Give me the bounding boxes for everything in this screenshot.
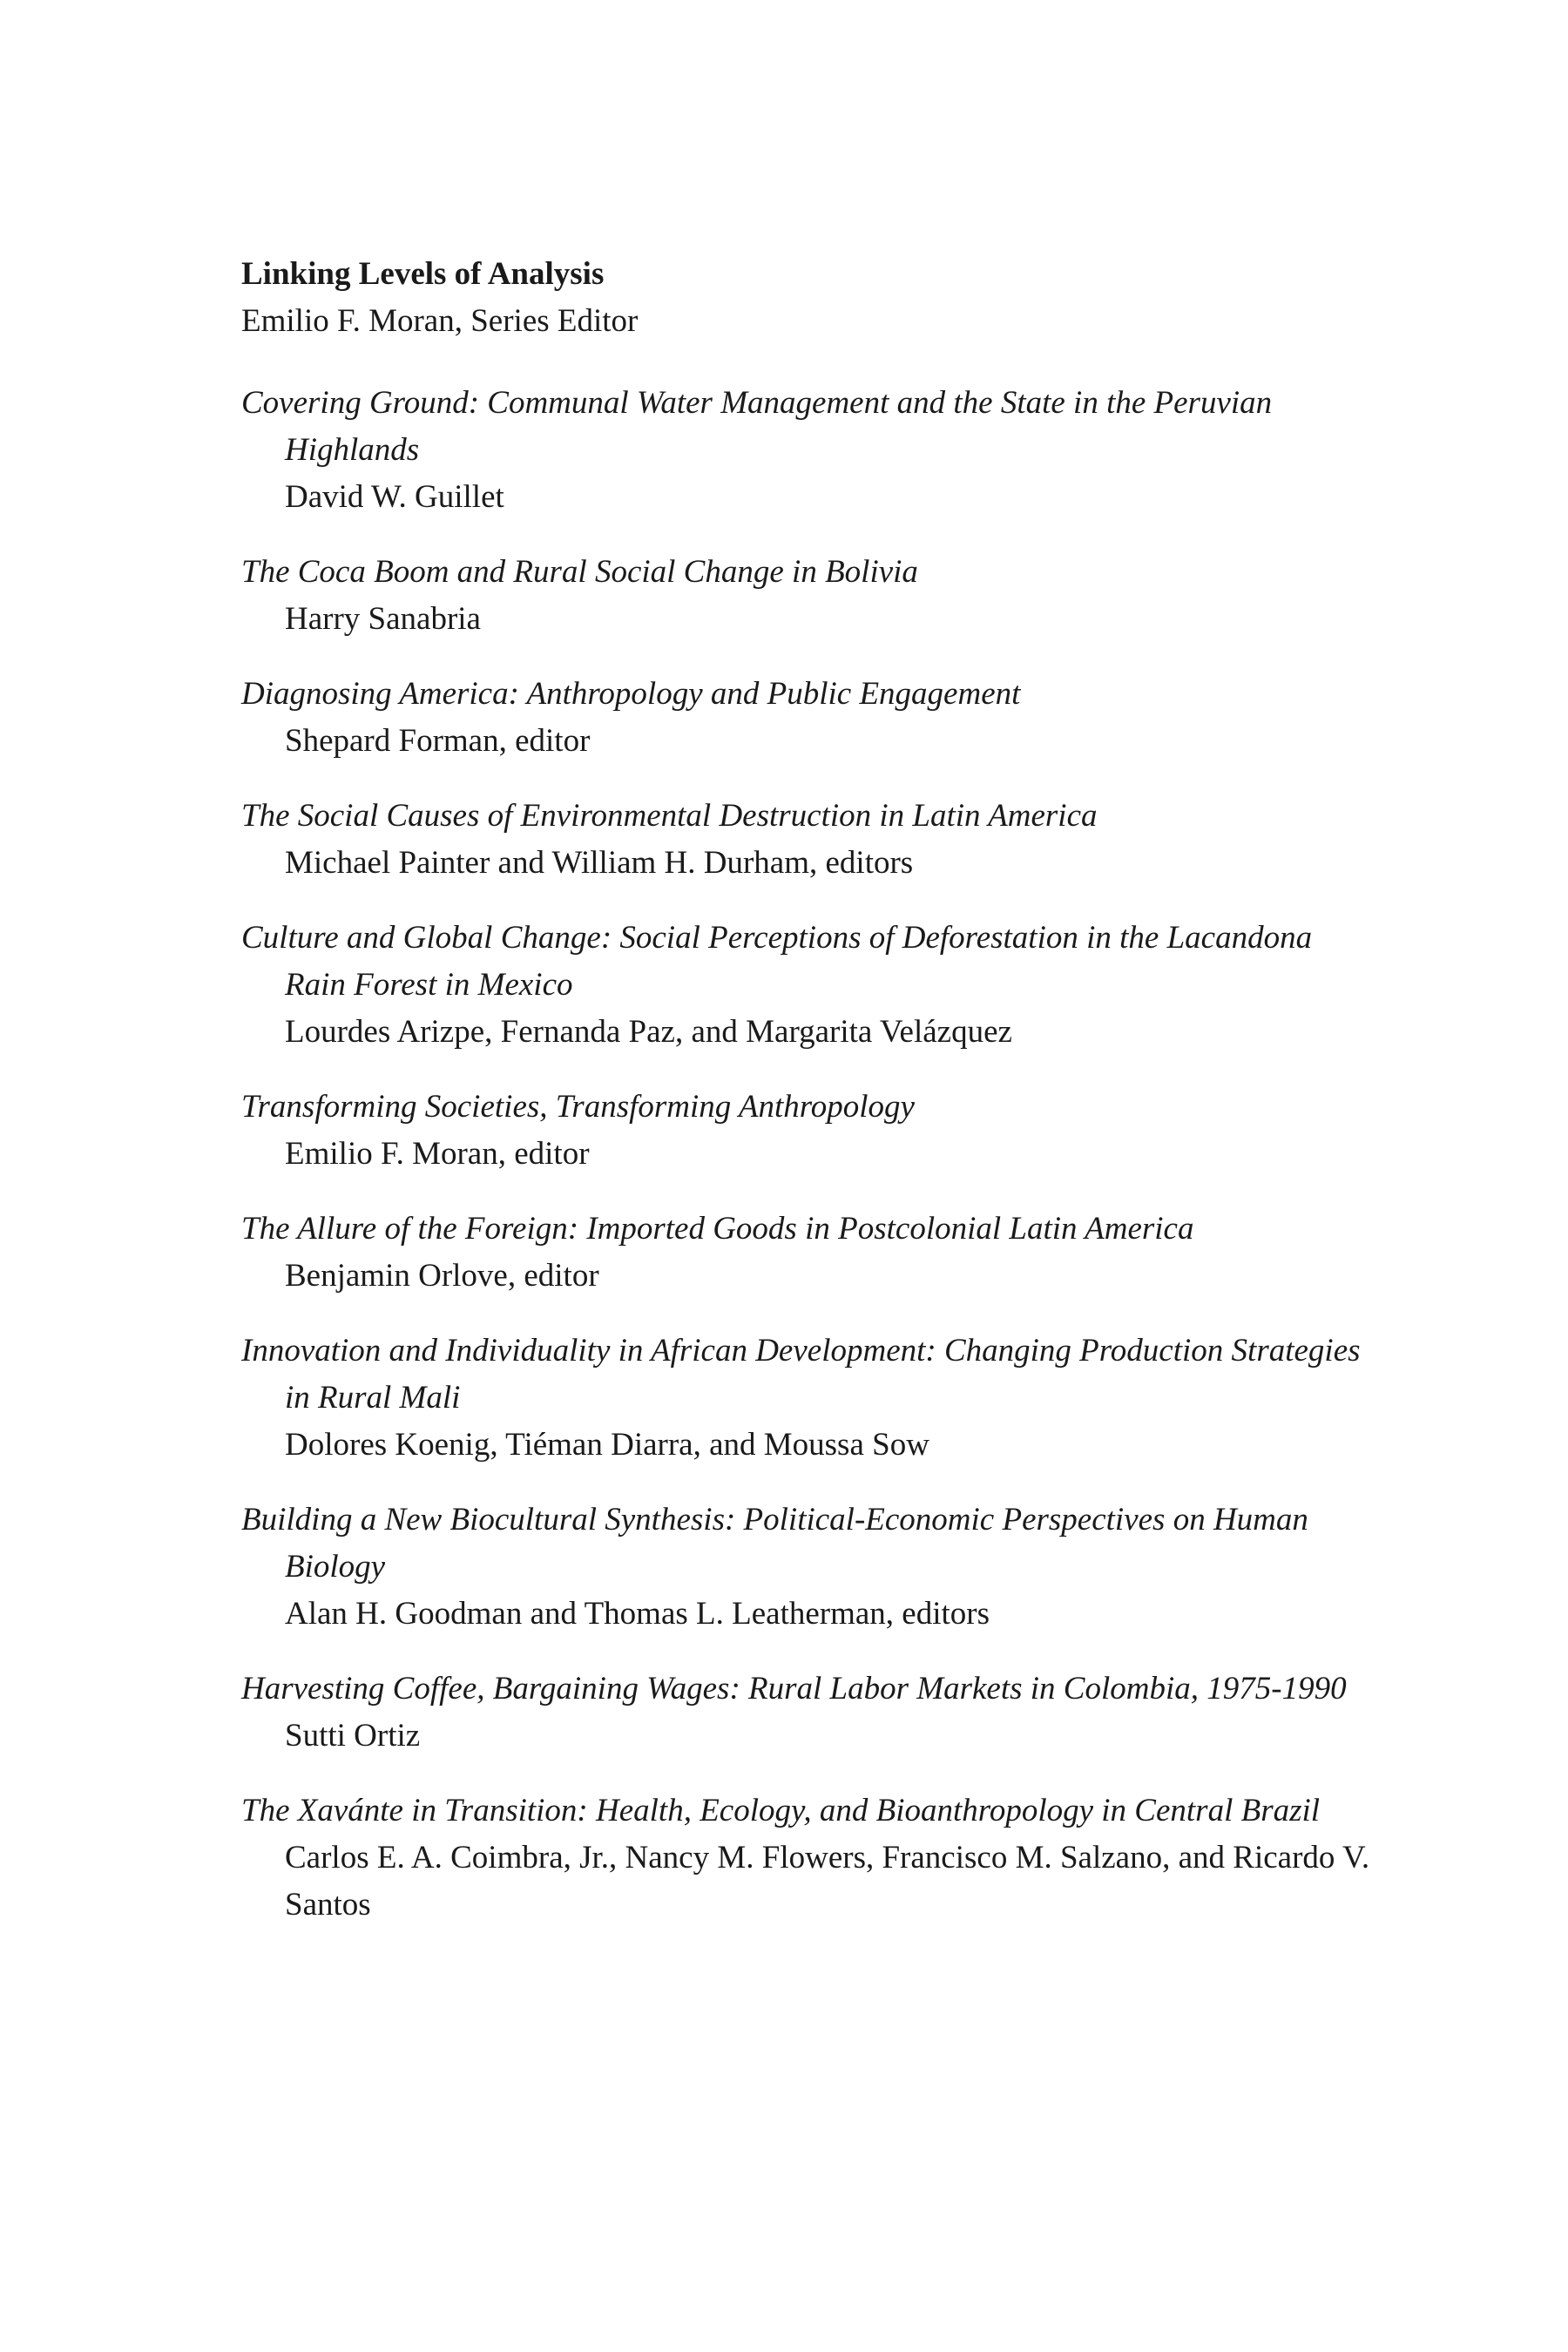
book-authors: Sutti Ortiz bbox=[285, 1718, 421, 1754]
book-title: The Allure of the Foreign: Imported Goods in Postcolonial Latin America bbox=[241, 1211, 1194, 1247]
list-item bbox=[241, 915, 1374, 1056]
list-item bbox=[241, 793, 1374, 887]
book-authors: Carlos E. A. Coimbra, Jr., Nancy M. Flowers, Francisco M. Salzano, and Ricardo V. Santos bbox=[285, 1840, 1370, 1923]
book-title: The Coca Boom and Rural Social Change in Bolivia bbox=[241, 554, 918, 590]
book-authors: Benjamin Orlove, editor bbox=[285, 1258, 599, 1294]
book-authors: Alan H. Goodman and Thomas L. Leatherman, editors bbox=[285, 1596, 990, 1632]
book-title: Diagnosing America: Anthropology and Public Engagement bbox=[241, 676, 1021, 712]
book-authors: Michael Painter and William H. Durham, editors bbox=[285, 845, 914, 881]
series-editor: Emilio F. Moran, Series Editor bbox=[241, 303, 639, 339]
book-title: The Xavánte in Transition: Health, Ecology, and Bioanthropology in Central Brazil bbox=[241, 1793, 1321, 1828]
list-item bbox=[241, 1206, 1374, 1300]
book-title: Covering Ground: Communal Water Management and the State in the Peruvian Highlands bbox=[241, 385, 1273, 468]
list-item bbox=[241, 1497, 1374, 1638]
book-authors: Dolores Koenig, Tiéman Diarra, and Moussa Sow bbox=[285, 1427, 929, 1463]
book-title: Harvesting Coffee, Bargaining Wages: Rural Labor Markets in Colombia, 1975-1990 bbox=[241, 1671, 1347, 1707]
book-authors: Lourdes Arizpe, Fernanda Paz, and Margarita Velázquez bbox=[285, 1014, 1012, 1050]
book-title: Transforming Societies, Transforming Anthropology bbox=[241, 1089, 915, 1125]
list-item bbox=[241, 1666, 1374, 1760]
series-title: Linking Levels of Analysis bbox=[241, 256, 605, 292]
book-authors: Shepard Forman, editor bbox=[285, 723, 591, 759]
book-authors: Emilio F. Moran, editor bbox=[285, 1136, 590, 1172]
book-title: The Social Causes of Environmental Destruction in Latin America bbox=[241, 798, 1098, 834]
list-item bbox=[241, 1328, 1374, 1469]
list-item bbox=[241, 1788, 1374, 1929]
book-list bbox=[241, 380, 1374, 1929]
book-title: Innovation and Individuality in African Development: Changing Production Strategies in Rural Mali bbox=[241, 1333, 1361, 1416]
book-title: Culture and Global Change: Social Perceptions of Deforestation in the Lacandona Rain Forest in Mexico bbox=[241, 920, 1313, 1003]
list-item bbox=[241, 549, 1374, 643]
series-page bbox=[241, 251, 1374, 1957]
list-item bbox=[241, 380, 1374, 521]
list-item bbox=[241, 1084, 1374, 1178]
book-title: Building a New Biocultural Synthesis: Political-Economic Perspectives on Human Biology bbox=[241, 1502, 1308, 1585]
book-authors: Harry Sanabria bbox=[285, 601, 481, 637]
list-item bbox=[241, 671, 1374, 765]
book-authors: David W. Guillet bbox=[285, 479, 504, 515]
